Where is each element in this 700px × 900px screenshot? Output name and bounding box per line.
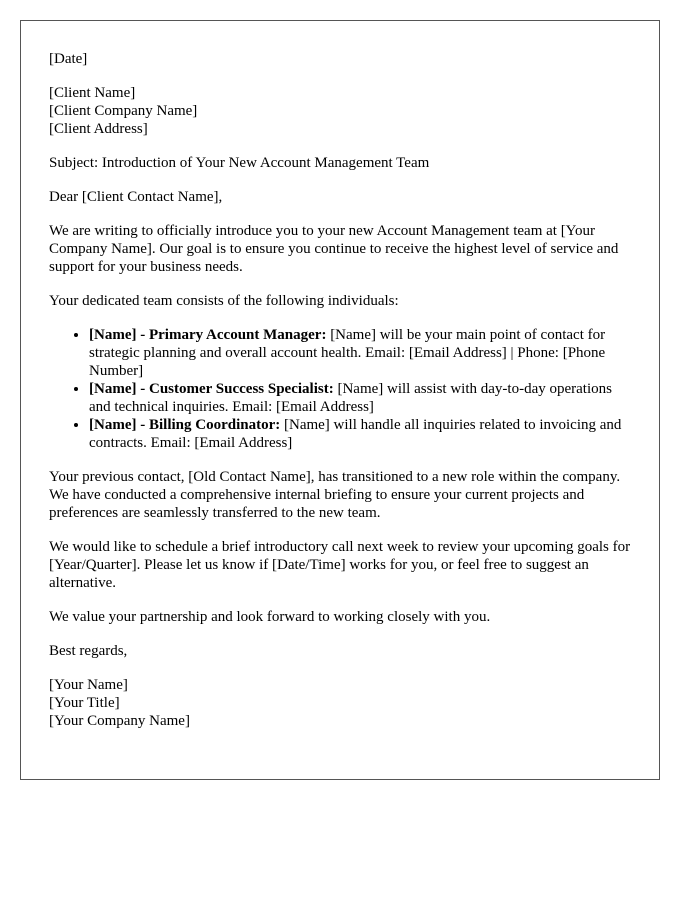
transition-paragraph: Your previous contact, [Old Contact Name], has transitioned to a new role within the company. We have conducted a comprehensive internal briefing to ensure your current projects and preferences are seamlessly transferred to the new team. [49,469,621,521]
salutation: Dear [Client Contact Name], [49,189,223,205]
team-member-description: [Name] will assist with day-to-day operations and technical inquiries. Email: [Email Address] [89,381,612,415]
schedule-call-paragraph: We would like to schedule a brief introductory call next week to review your upcoming goals for [Year/Quarter]. Please let us know if [Date/Time] works for you, or feel free to suggest an alternative. [49,539,631,591]
team-member-name: [Name] [89,327,137,343]
team-intro-paragraph: Your dedicated team consists of the following individuals: [49,293,399,309]
team-list [49,326,631,452]
signature-name: [Your Name] [49,677,128,693]
date-block [49,50,631,68]
client-company-name: [Client Company Name] [49,103,198,119]
team-member-list-item [89,416,631,452]
partnership-paragraph: We value your partnership and look forward to working closely with you. [49,609,491,625]
signature-block [49,676,631,730]
team-member-description: [Name] will be your main point of contact for strategic planning and overall account health. Email: [Email Address] | Phone: [Phone Number] [89,327,606,379]
intro-paragraph: We are writing to officially introduce you to your new Account Management team at [Your Company Name]. Our goal is to ensure you continue to receive the highest level of service and support for your business needs. [49,223,619,275]
team-member-description: [Name] will handle all inquiries related to invoicing and contracts. Email: [Email Address] [89,417,622,451]
letter-date: [Date] [49,51,88,67]
closing-line: Best regards, [49,643,128,659]
subject-line: Subject: Introduction of Your New Account Management Team [49,155,430,171]
team-member-role: Billing Coordinator: [148,417,281,433]
team-member-list-item [89,380,631,416]
team-member-list-item [89,326,631,380]
letter-document [20,20,660,780]
team-member-role: Primary Account Manager: [148,327,327,343]
name-role-separator: - [136,417,149,433]
signature-company: [Your Company Name] [49,713,190,729]
team-member-name: [Name] [89,381,137,397]
client-address: [Client Address] [49,121,148,137]
team-member-name: [Name] [89,417,137,433]
name-role-separator: - [136,381,149,397]
client-name: [Client Name] [49,85,136,101]
name-role-separator: - [136,327,149,343]
team-member-role: Customer Success Specialist: [148,381,334,397]
recipient-address-block [49,84,631,138]
signature-title: [Your Title] [49,695,120,711]
